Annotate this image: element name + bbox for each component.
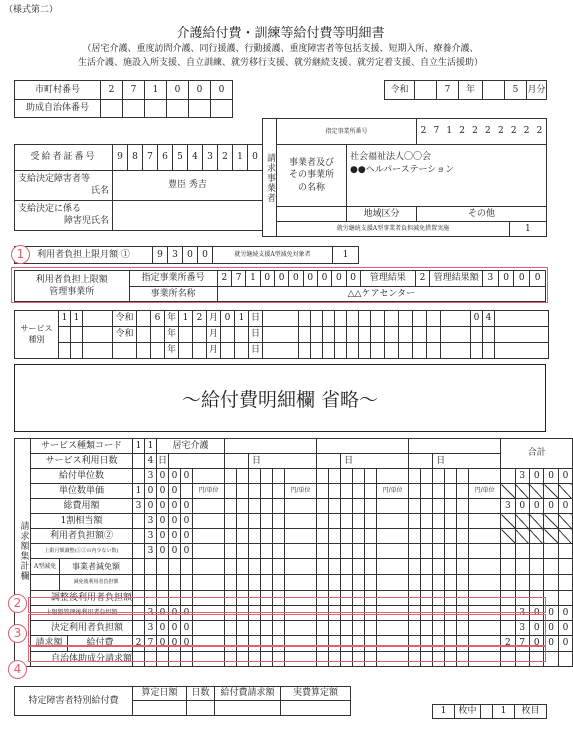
service-code-digit: 1 bbox=[59, 311, 71, 327]
cert-digit: 0 bbox=[248, 145, 263, 171]
cap-mgmt-id-digit: 0 bbox=[274, 271, 288, 287]
result-amount-digit: 3 bbox=[483, 271, 499, 287]
billing-summary-table: 請求額集計欄 サービス種類コード 1 1 居宅介護 合計 サービス利用日数 4 日 日 日 日 給付単位数 3 0 0 0 3 0 0 0 単位数単価 1 0 0 0 円/単位 円/単位 円/単位 円/単位 総費用額 3 0 0 0 0 3 0 0 0 0 1割相当額 3 0 0 0 利用者負担額② 3 0 0 0 上限月額調整(①②の内少ない数) 3 0 0 0 A型減免 事業者減免額 減免後利用者負担額 調整後利用者負担額 上限額管理後利用者負担額 3 0 0 0 3 0 0 0 決定利用者負担額 3 0 0 0 3 0 0 0 請求額 給付費 2 7 0 0 0 2 7 0 0 0 自治体助成分請求額 bbox=[14, 438, 573, 667]
cap-mgmt-id-digit: 1 bbox=[246, 271, 260, 287]
special-benefit-label: 特定障害者特別給付費 bbox=[15, 687, 133, 716]
service-day-digit: 1 bbox=[235, 311, 249, 327]
cert-digit: 8 bbox=[128, 145, 143, 171]
service-code-name: 居宅介護 bbox=[157, 439, 225, 454]
service-era: 令和 bbox=[113, 311, 137, 327]
service-code-digit: 1 bbox=[71, 311, 83, 327]
service-days-digit: 0 bbox=[471, 311, 483, 327]
cap-digit: 3 bbox=[168, 247, 183, 264]
cap-label: 利用者負担上限月額 ① bbox=[15, 247, 153, 264]
cert-digit: 4 bbox=[188, 145, 203, 171]
adjusted-copay-label: 調整後利用者負担額 bbox=[31, 591, 133, 606]
service-era: 令和 bbox=[113, 327, 137, 343]
special-col-daily: 算定日額 bbox=[133, 687, 187, 701]
parent-name-value: 豊臣 秀吉 bbox=[113, 171, 263, 201]
cap-mgmt-id-label: 指定事業所番号 bbox=[129, 271, 217, 287]
highlight-cap-management bbox=[11, 267, 548, 303]
benefit-label: 請求額 給付費 bbox=[31, 636, 133, 652]
units-label: 給付単位数 bbox=[31, 469, 133, 484]
local-claim-label: 自治体助成分請求額 bbox=[31, 652, 133, 667]
result-value: 2 bbox=[415, 271, 429, 287]
reduction-value: 1 bbox=[509, 222, 546, 237]
subtitle-line-1: （居宅介護、重度訪問介護、同行援護、行動援護、重度障害者等包括支援、短期入所、療養介護、 bbox=[82, 44, 479, 54]
municipality-digit: 2 bbox=[101, 81, 123, 100]
provider-name-label: 事業者及び その事業所 の名称 bbox=[277, 145, 347, 207]
omitted-section bbox=[14, 364, 546, 432]
cap-mgmt-id-digit: 0 bbox=[303, 271, 317, 287]
cap-mgmt-id-digit: 0 bbox=[289, 271, 303, 287]
service-month-digit: 1 bbox=[179, 311, 193, 327]
provider-table bbox=[262, 118, 547, 237]
result-amount-digit: 0 bbox=[514, 271, 530, 287]
service-day-unit: 日 bbox=[157, 454, 169, 469]
result-amount-label: 管理結果額 bbox=[430, 271, 483, 287]
copay-label: 利用者負担額② bbox=[31, 529, 133, 544]
page-title: 介護給付費・訓練等給付費等明細書 bbox=[176, 26, 385, 41]
special-col-actual: 実費算定額 bbox=[281, 687, 351, 701]
year-value: 7 bbox=[437, 81, 459, 100]
cert-digit: 6 bbox=[158, 145, 173, 171]
municipality-digit: 7 bbox=[123, 81, 145, 100]
service-code-digit: 1 bbox=[133, 439, 145, 454]
service-type-label: サービス 種別 bbox=[15, 311, 59, 359]
cap-mgmt-id-digit: 0 bbox=[332, 271, 346, 287]
cap-mgmt-name-label: 事業所名称 bbox=[129, 287, 217, 302]
cap-mgmt-label: 利用者負担上限額 管理事業所 bbox=[15, 271, 130, 302]
a-exempt-label: A型減免 事業者減免額 bbox=[31, 559, 133, 575]
gross-label: 総費用額 bbox=[31, 499, 133, 514]
month-value: 5 bbox=[505, 81, 527, 100]
page-number-unit: 枚目 bbox=[515, 705, 547, 719]
result-amount-digit: 0 bbox=[530, 271, 546, 287]
highlight-final-copay bbox=[28, 614, 546, 646]
unit-price-label: 単位数単価 bbox=[31, 484, 133, 499]
provider-name-value: 社会福祉法人〇〇会 ●●ヘルパーステーション bbox=[347, 145, 547, 207]
service-day-digit: 0 bbox=[221, 311, 235, 327]
tenpct-label: 1割相当額 bbox=[31, 514, 133, 529]
region-label: 地域区分 bbox=[347, 207, 417, 222]
final-copay-label: 決定利用者負担額 bbox=[31, 621, 133, 636]
billing-section-label: 請求額集計欄 bbox=[15, 439, 31, 667]
special-benefit-table bbox=[14, 686, 351, 716]
cert-digit: 1 bbox=[233, 145, 248, 171]
omitted-label: ～給付費明細欄 省略～ bbox=[181, 388, 379, 411]
service-year-unit: 年 bbox=[165, 311, 179, 327]
highlight-benefit bbox=[28, 646, 546, 662]
child-name-value bbox=[113, 201, 263, 231]
service-year: 6 bbox=[151, 311, 165, 327]
recipient-table bbox=[14, 144, 263, 231]
municipality-table bbox=[14, 80, 233, 118]
marker-4-icon: 4 bbox=[8, 660, 27, 679]
total-pages: 1 bbox=[433, 705, 455, 719]
service-days-value: 4 bbox=[145, 454, 157, 469]
total-pages-unit: 枚中 bbox=[455, 705, 481, 719]
billing-month-table bbox=[384, 80, 547, 100]
municipality-digit: 0 bbox=[189, 81, 211, 100]
cap-digit: 9 bbox=[153, 247, 168, 264]
cap-mgmt-name-value: △△ケアセンター bbox=[217, 287, 545, 302]
marker-2-icon: 2 bbox=[8, 594, 27, 613]
page-number-table bbox=[432, 704, 547, 719]
marker-1-icon: 1 bbox=[11, 245, 30, 264]
a-after-label: 減免後利用者負担額 bbox=[31, 575, 133, 591]
service-month-unit: 月 bbox=[207, 311, 221, 327]
cap-mgmt-id-digit: 2 bbox=[217, 271, 231, 287]
cap-digit: 0 bbox=[183, 247, 198, 264]
service-month-digit: 2 bbox=[193, 311, 207, 327]
service-day-unit: 日 bbox=[249, 311, 263, 327]
region-value: その他 bbox=[417, 207, 547, 222]
page-number: 1 bbox=[493, 705, 515, 719]
cap-mgmt-id-digit: 0 bbox=[346, 271, 360, 287]
service-code-label: サービス種類コード bbox=[31, 439, 133, 454]
provider-id-label: 指定事業所番号 bbox=[277, 119, 417, 145]
service-days-digit: 4 bbox=[483, 311, 495, 327]
total-label: 合計 bbox=[501, 439, 573, 469]
form-number-label: （様式第二） bbox=[4, 5, 59, 15]
subsidy-label: 助成自治体番号 bbox=[15, 100, 101, 118]
cap-applied-label: 上限月額調整(①②の内少ない数) bbox=[31, 544, 133, 559]
cap-digit: 0 bbox=[198, 247, 213, 264]
cap-mgmt-id-digit: 7 bbox=[232, 271, 246, 287]
cap-table bbox=[14, 246, 359, 264]
municipality-digit: 1 bbox=[145, 81, 167, 100]
service-code-digit: 1 bbox=[145, 439, 157, 454]
cap-mgmt-id-digit: 0 bbox=[260, 271, 274, 287]
service-table: サービス 種別 1 1 令和 6 年 1 2 月 0 1 日 0 4 令和 年 月 日 年 月 日 bbox=[14, 310, 549, 359]
municipality-label: 市町村番号 bbox=[15, 81, 101, 100]
month-unit: 月分 bbox=[527, 81, 547, 100]
era-label: 令和 bbox=[385, 81, 415, 100]
special-col-days: 日数 bbox=[187, 687, 215, 701]
cert-digit: 7 bbox=[143, 145, 158, 171]
mgmt-copay-label: 上限額管理後利用者負担額 bbox=[31, 606, 133, 621]
subtitle-line-2: 生活介護、施設入所支援、自立訓練、就労移行支援、就労継続支援、就労定着支援、自立生活援助） bbox=[77, 58, 483, 68]
result-label: 管理結果 bbox=[360, 271, 415, 287]
a-type-label: 就労継続支援A型減免対象者 bbox=[213, 247, 333, 264]
highlight-adjusted-copay bbox=[28, 597, 546, 613]
cert-digit: 5 bbox=[173, 145, 188, 171]
child-name-label: 支給決定に係る 障害児氏名 bbox=[15, 201, 113, 231]
service-days-label: サービス利用日数 bbox=[31, 454, 133, 469]
provider-section-label: 請求事業者 bbox=[263, 119, 277, 237]
reduction-label: 就労継続支援A型事業者負担減免措置実施 bbox=[277, 222, 510, 237]
marker-3-icon: 3 bbox=[8, 624, 27, 643]
municipality-digit: 0 bbox=[167, 81, 189, 100]
cap-mgmt-id-digit: 0 bbox=[317, 271, 331, 287]
special-col-claim: 給付費請求額 bbox=[215, 687, 281, 701]
municipality-digit: 0 bbox=[211, 81, 233, 100]
provider-id-value: 2 7 1 2 2 2 2 2 2 2 bbox=[417, 119, 547, 145]
year-unit: 年 bbox=[459, 81, 483, 100]
cert-digit: 2 bbox=[218, 145, 233, 171]
cert-digit: 9 bbox=[113, 145, 128, 171]
parent-name-label: 支給決定障害者等 氏名 bbox=[15, 171, 113, 201]
cert-digit: 3 bbox=[203, 145, 218, 171]
a-type-value: 1 bbox=[333, 247, 359, 264]
result-amount-digit: 0 bbox=[498, 271, 514, 287]
cert-number-label: 受給者証番号 bbox=[15, 145, 113, 171]
